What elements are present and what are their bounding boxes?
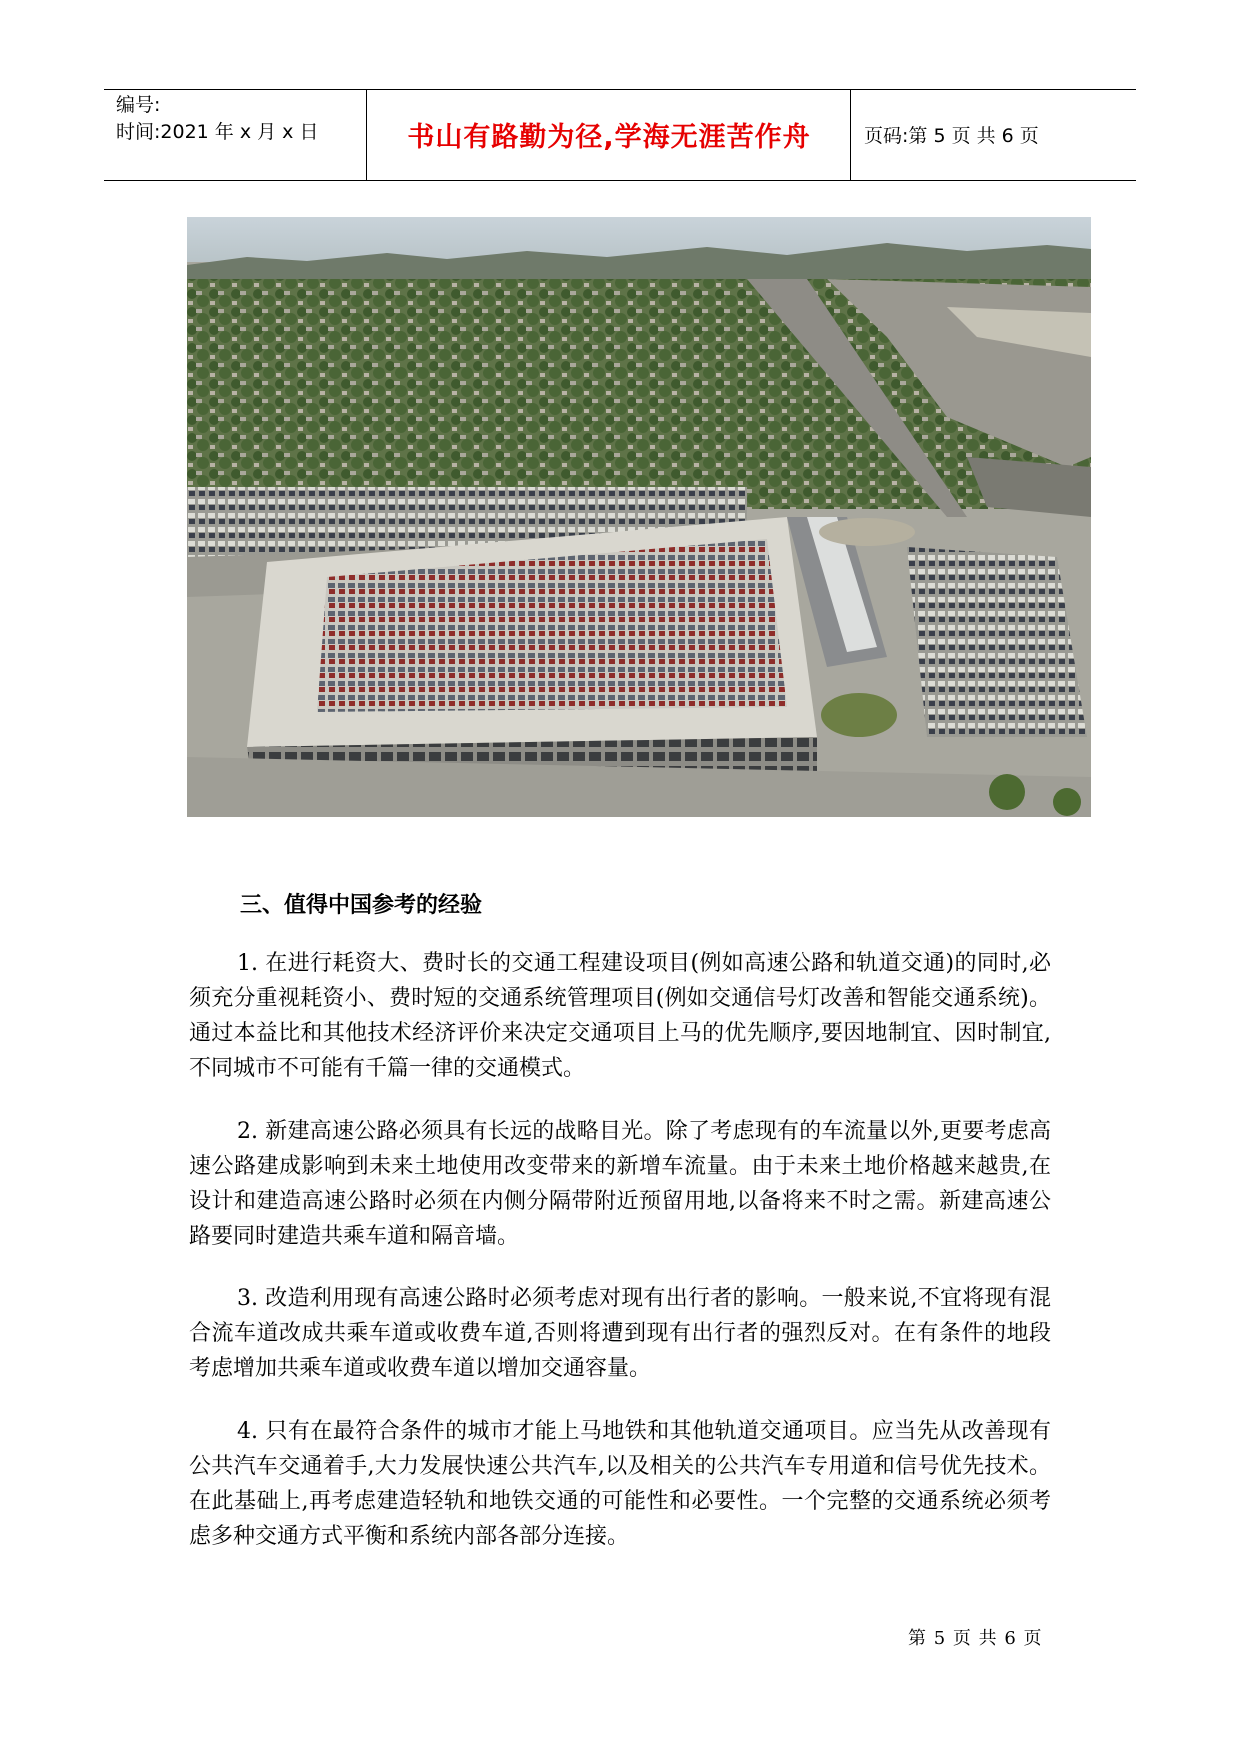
paragraph-3: 3. 改造利用现有高速公路时必须考虑对现有出行者的影响。一般来说,不宜将现有混合流车道改成共乘车道或收费车道,否则将遭到现有出行者的强烈反对。在有条件的地段考虑增加共乘车道或收费车道以增加交通容量。 (189, 1286, 1051, 1381)
time-label: 时间:2021 年 x 月 x 日 (116, 121, 319, 143)
header-meta (116, 92, 318, 146)
page-footer: 第 5 页 共 6 页 (908, 1628, 1043, 1649)
header-divider (850, 90, 851, 180)
number-label: 编号: (116, 94, 161, 116)
paragraph-1: 1. 在进行耗资大、费时长的交通工程建设项目(例如高速公路和轨道交通)的同时,必须充分重视耗资小、费时短的交通系统管理项目(例如交通信号灯改善和智能交通系统)。通过本益比和其他技术经济评价来决定交通项目上马的优先顺序,要因地制宜、因时制宜,不同城市不可能有千篇一律的交通模式。 (189, 951, 1051, 1081)
section-title: 三、值得中国参考的经验 (240, 893, 483, 918)
header-motto: 书山有路勤为径,学海无涯苦作舟 (407, 122, 811, 153)
paragraph-2: 2. 新建高速公路必须具有长远的战略目光。除了考虑现有的车流量以外,更要考虑高速公路建成影响到未来土地使用改变带来的新增车流量。由于未来土地价格越来越贵,在设计和建造高速公路时必须在内侧分隔带附近预留用地,以备将来不时之需。新建高速公路要同时建造共乘车道和隔音墙。 (189, 1119, 1051, 1249)
page-header (104, 89, 1136, 181)
header-divider (366, 90, 367, 180)
paragraph-4: 4. 只有在最符合条件的城市才能上马地铁和其他轨道交通项目。应当先从改善现有公共汽车交通着手,大力发展快速公共汽车,以及相关的公共汽车专用道和信号优先技术。在此基础上,再考虑建造轻轨和地铁交通的可能性和必要性。一个完整的交通系统必须考虑多种交通方式平衡和系统内部各部分连接。 (189, 1419, 1051, 1549)
header-page-label: 页码:第 5 页 共 6 页 (864, 125, 1039, 147)
aerial-photo (187, 217, 1091, 817)
